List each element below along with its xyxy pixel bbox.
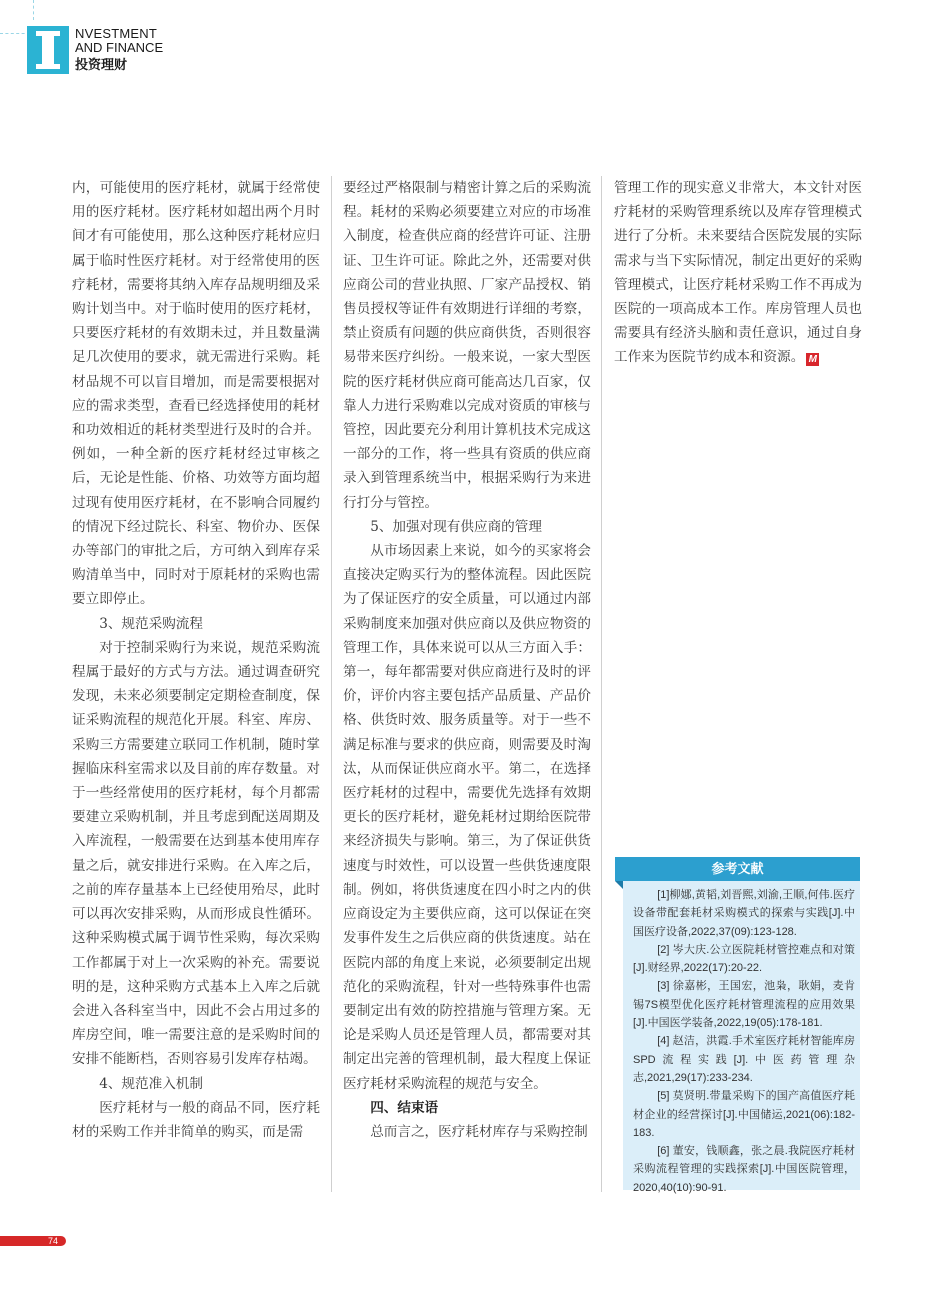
page-number: 74 <box>48 1236 59 1246</box>
column-divider <box>601 176 602 1192</box>
reference-item: [6] 董安，钱顺鑫，张之晨.我院医疗耗材采购流程管理的实践探索[J].中国医院管理，2020,40(10):90-91. <box>633 1145 855 1194</box>
references-list <box>633 886 855 1197</box>
reference-item: [4] 赵洁，洪霞.手术室医疗耗材智能库房SPD流程实践[J].中医药管理杂志,2021,29(17):233-234. <box>633 1035 855 1084</box>
reference-item: [2] 岑大庆.公立医院耗材管控难点和对策[J].财经界,2022(17):20-22. <box>633 943 855 975</box>
section-heading: 3、规范采购流程 <box>99 615 203 632</box>
logo-text-investment: NVESTMENT <box>75 26 157 41</box>
paragraph: 总而言之，医疗耗材库存与采购控制 <box>370 1123 588 1140</box>
paragraph: 内，可能使用的医疗耗材，就属于经常使用的医疗耗材。医疗耗材如超出两个月时间才有可能使用，那么这种医疗耗材应归属于临时性医疗耗材。对于经常使用的医疗耗材，需要将其纳入库存品规明细及采购计划当中。对于临时使用的医疗耗材，只要医疗耗材的有效期未过，并且数量满足几次使用的要求，就无需进行采购。耗材品规不可以盲目增加，而是需要根据对应的需求类型，查看已经选择使用的耗材和功效相近的耗材类型进行及时的合并。例如，一种全新的医疗耗材经过审核之后，无论是性能、价格、功效等方面均超过现有使用医疗耗材，在不影响合同履约的情况下经过院长、科室、物价办、医保办等部门的审批之后，方可纳入到库存采购清单当中，同时对于原耗材的采购也需要立即停止。 <box>72 180 320 608</box>
section-heading: 5、加强对现有供应商的管理 <box>370 518 542 535</box>
paragraph: 要经过严格限制与精密计算之后的采购流程。耗材的采购必须要建立对应的市场准入制度，检查供应商的经营许可证、注册证、卫生许可证。除此之外，还需要对供应商公司的营业执照、厂家产品授权、销售员授权等证件有效期进行详细的考察，禁止资质有问题的供应商供货，否则很容易带来医疗纠纷。一般来说，一家大型医院的医疗耗材供应商可能高达几百家，仅靠人力进行采购难以完成对资质的审核与管控，因此要充分利用计算机技术完成这一部分的工作，将一些具有资质的供应商录入到管理系统当中，根据采购行为来进行打分与管控。 <box>343 180 591 511</box>
article-column-1 <box>72 176 320 1144</box>
references-title: 参考文献 <box>615 857 860 881</box>
logo-text-and-finance: AND FINANCE <box>75 40 164 55</box>
article-column-3 <box>614 176 862 370</box>
paragraph: 从市场因素上来说，如今的买家将会直接决定购买行为的整体流程。因此医院为了保证医疗的安全质量，可以通过内部采购制度来加强对供应商以及供应物资的管理工作，具体来说可以从三方面入手：第一，每年都需要对供应商进行及时的评价，评价内容主要包括产品质量、产品价格、供货时效、服务质量等。对于一些不满足标准与要求的供应商，则需要及时淘汰，从而保证供应商水平。第二，在选择医疗耗材的过程中，需要优先选择有效期更长的医疗耗材，避免耗材过期给医院带来经济损失与影响。第三，为了保证供货速度与时效性，可以设置一些供货速度限制。例如，将供货速度在四小时之内的供应商设定为主要供应商，这可以保证在突发事件发生之后供应商的供货速度。站在医院内部的角度上来说，必须要制定出规范化的采购流程，针对一些特殊事件也需要制定出有效的防控措施与管理方案。无论是采购人员还是管理人员，都需要对其制定出完善的管理机制，最大程度上保证医疗耗材采购流程的规范与安全。 <box>343 543 591 1092</box>
conclusion-heading: 四、结束语 <box>370 1099 439 1116</box>
corner-crop-mark-horizontal <box>0 33 30 34</box>
logo-letter-i-icon <box>42 31 54 69</box>
paragraph: 对于控制采购行为来说，规范采购流程属于最好的方式与方法。通过调查研究发现，未来必须要制定定期检查制度，保证采购流程的规范化开展。科室、库房、采购三方需要建立联同工作机制，随时掌握临床科室需求以及目前的库存数量。对于一些经常使用的医疗耗材，每个月都需要建立采购机制，并且考虑到配送周期及入库流程，一般需要在达到基本使用库存量之后，就安排进行采购。在入库之后，之前的库存量基本上已经使用殆尽，此时可以再次安排采购，从而形成良性循环。这种采购模式属于调节性采购，每次采购工作都属于对上一次采购的补充。需要说明的是，这种采购方式基本上入库之后就会进入各科室当中，因此不会占用过多的库房空间，唯一需要注意的是采购时间的安排不能断档，否则容易引发库存枯竭。 <box>72 639 320 1068</box>
paragraph <box>614 176 862 370</box>
column-divider <box>331 176 332 1192</box>
paragraph-text: 管理工作的现实意义非常大，本文针对医疗耗材的采购管理系统以及库存管理模式进行了分析。未来要结合医院发展的实际需求与当下实际情况，制定出更好的采购管理模式，让医疗耗材采购工作不再成为医院的一项高成本工作。库房管理人员也需要具有经济头脑和责任意识，通过自身工作来为医院节约成本和资源。 <box>614 180 862 366</box>
reference-item: [1]柳娜,黄韬,刘晋熙,刘渝,王顺,何伟.医疗设备带配套耗材采购模式的探索与实践[J].中国医疗设备,2022,37(09):123-128. <box>633 889 855 938</box>
paragraph: 医疗耗材与一般的商品不同，医疗耗材的采购工作并非简单的购买，而是需 <box>72 1099 320 1140</box>
reference-item: [5] 莫贤明.带量采购下的国产高值医疗耗材企业的经营探讨[J].中国储运,2021(06):182-183. <box>633 1090 855 1139</box>
logo-text-chinese: 投资理财 <box>75 57 128 72</box>
reference-item: [3] 徐嘉彬，王国宏，池枭，耿娟，麦肯锡7S模型优化医疗耗材管理流程的应用效果[J].中国医学装备,2022,19(05):178-181. <box>633 980 855 1030</box>
section-heading: 4、规范准入机制 <box>99 1075 203 1092</box>
references-tab-fold <box>615 881 623 889</box>
article-column-2 <box>343 176 591 1144</box>
corner-crop-mark-vertical <box>33 0 34 20</box>
article-end-mark-icon: M <box>806 353 819 366</box>
